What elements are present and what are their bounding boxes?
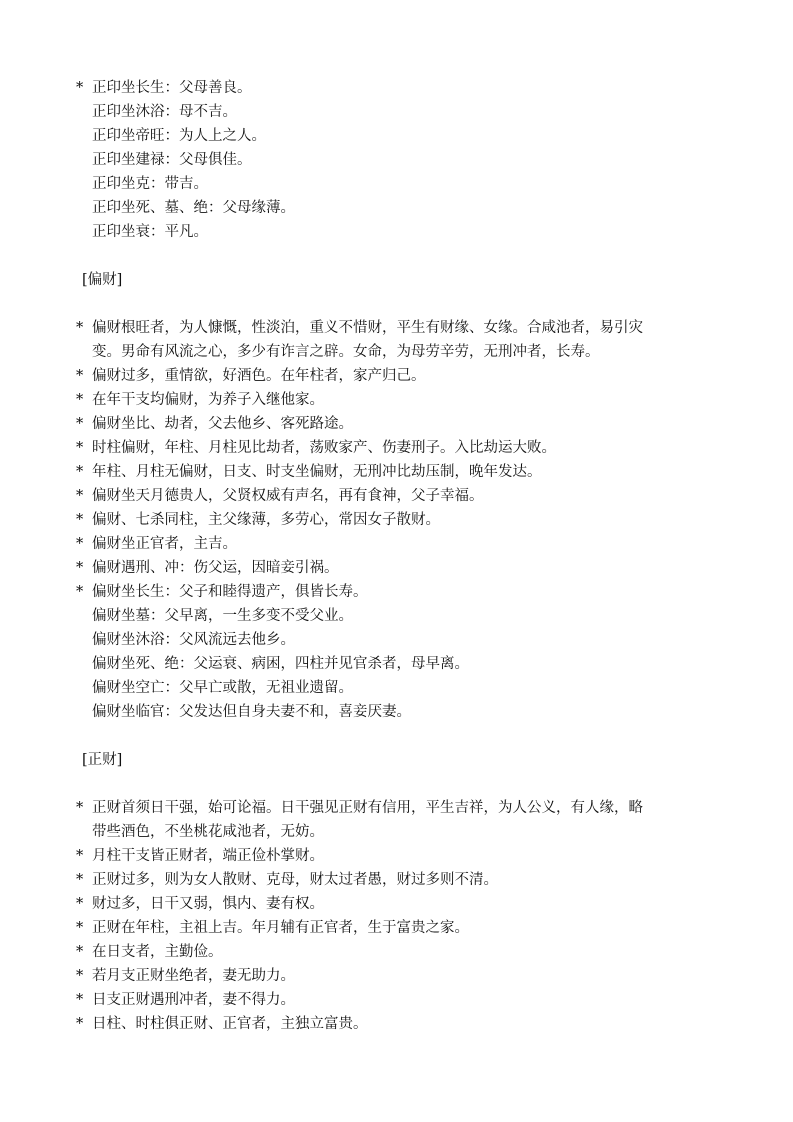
section-heading-piancai: [偏财]: [82, 272, 123, 288]
bullet-mark: *: [76, 416, 84, 432]
list-item: [0, 484, 793, 508]
bullet-mark: *: [76, 896, 84, 912]
item-text: 偏财坐正官者，主吉。: [92, 536, 237, 552]
item-text: 正印坐帝旺：为人上之人。: [92, 128, 266, 144]
piancai-section: [0, 316, 793, 724]
item-text: 月柱干支皆正财者，端正俭朴掌财。: [92, 848, 324, 864]
item-text: 偏财坐长生：父子和睦得遗产，俱皆长寿。: [92, 584, 368, 600]
list-item: [0, 940, 793, 964]
bullet-mark: *: [76, 920, 84, 936]
item-text: 在年干支均偏财，为养子入继他家。: [92, 392, 324, 408]
item-text: 偏财遇刑、冲：伤父运，因暗妾引祸。: [92, 560, 339, 576]
section-heading-zhengcai: [正财]: [82, 752, 123, 768]
list-item: [0, 916, 793, 940]
list-item: [0, 676, 793, 700]
list-item: [0, 436, 793, 460]
list-item: [0, 124, 793, 148]
list-item: [0, 628, 793, 652]
item-text: 正印坐沐浴：母不吉。: [92, 104, 237, 120]
item-text: 时柱偏财，年柱、月柱见比劫者，荡败家产、伤妻刑子。入比劫运大败。: [92, 440, 556, 456]
list-item: [0, 604, 793, 628]
item-text: 偏财过多，重情欲，好酒色。在年柱者，家产归己。: [92, 368, 426, 384]
item-text: 带些酒色，不坐桃花咸池者，无妨。: [92, 824, 324, 840]
list-item: [0, 76, 793, 100]
list-item: [0, 220, 793, 244]
item-text: 偏财坐比、劫者，父去他乡、客死路途。: [92, 416, 353, 432]
item-text: 日支正财遇刑冲者，妻不得力。: [92, 992, 295, 1008]
list-item-continuation: [0, 340, 793, 364]
item-text: 正财过多，则为女人散财、克母，财太过者愚，财过多则不清。: [92, 872, 498, 888]
bullet-mark: *: [76, 968, 84, 984]
bullet-mark: *: [76, 992, 84, 1008]
list-item: [0, 196, 793, 220]
bullet-mark: *: [76, 560, 84, 576]
item-text: 变。男命有风流之心，多少有诈言之辟。女命，为母劳辛劳，无刑冲者，长寿。: [92, 344, 600, 360]
bullet-mark: *: [76, 944, 84, 960]
list-item: [0, 460, 793, 484]
bullet-mark: *: [76, 800, 84, 816]
item-text: 偏财坐死、绝：父运衰、病困，四柱并见官杀者，母早离。: [92, 656, 469, 672]
list-item: [0, 796, 793, 820]
list-item: [0, 148, 793, 172]
bullet-mark: *: [76, 512, 84, 528]
list-item-continuation: [0, 820, 793, 844]
list-item: [0, 892, 793, 916]
list-item: [0, 100, 793, 124]
item-text: 若月支正财坐绝者，妻无助力。: [92, 968, 295, 984]
list-item: [0, 316, 793, 340]
list-item: [0, 532, 793, 556]
bullet-mark: *: [76, 392, 84, 408]
bullet-mark: *: [76, 464, 84, 480]
item-text: 正印坐死、墓、绝：父母缘薄。: [92, 200, 295, 216]
list-item: [0, 988, 793, 1012]
bullet-mark: *: [76, 584, 84, 600]
item-text: 正印坐建禄：父母俱佳。: [92, 152, 252, 168]
bullet-mark: *: [76, 848, 84, 864]
item-text: 在日支者，主勤俭。: [92, 944, 223, 960]
item-text: 偏财、七杀同柱，主父缘薄，多劳心，常因女子散财。: [92, 512, 440, 528]
list-item: [0, 508, 793, 532]
list-item: [0, 700, 793, 724]
item-text: 年柱、月柱无偏财，日支、时支坐偏财，无刑冲比劫压制，晚年发达。: [92, 464, 542, 480]
item-text: 正印坐长生：父母善良。: [92, 80, 252, 96]
item-text: 正财首须日干强，始可论福。日干强见正财有信用，平生吉祥，为人公义，有人缘，略: [92, 800, 643, 816]
list-item: [0, 1012, 793, 1036]
list-item: [0, 364, 793, 388]
bullet-mark: *: [76, 80, 84, 96]
bullet-mark: *: [76, 872, 84, 888]
item-text: 偏财根旺者，为人慷慨，性淡泊，重义不惜财，平生有财缘、女缘。合咸池者，易引灾: [92, 320, 643, 336]
list-item: [0, 844, 793, 868]
bullet-mark: *: [76, 488, 84, 504]
zhengcai-section: [0, 796, 793, 1036]
item-text: 正印坐克：带吉。: [92, 176, 208, 192]
item-text: 日柱、时柱俱正财、正官者，主独立富贵。: [92, 1016, 368, 1032]
list-item: [0, 388, 793, 412]
item-text: 偏财坐临官：父发达但自身夫妻不和，喜妾厌妻。: [92, 704, 411, 720]
bullet-mark: *: [76, 320, 84, 336]
item-text: 偏财坐墓：父早离，一生多变不受父业。: [92, 608, 353, 624]
list-item: [0, 580, 793, 604]
item-text: 偏财坐沐浴：父风流远去他乡。: [92, 632, 295, 648]
item-text: 财过多，日干又弱，惧内、妻有权。: [92, 896, 324, 912]
item-text: 偏财坐天月德贵人，父贤权威有声名，再有食神，父子幸福。: [92, 488, 484, 504]
list-item: [0, 868, 793, 892]
zhengyin-section: [0, 76, 793, 244]
bullet-mark: *: [76, 368, 84, 384]
item-text: 偏财坐空亡：父早亡或散，无祖业遗留。: [92, 680, 353, 696]
list-item: [0, 172, 793, 196]
list-item: [0, 412, 793, 436]
bullet-mark: *: [76, 536, 84, 552]
list-item: [0, 964, 793, 988]
bullet-mark: *: [76, 1016, 84, 1032]
list-item: [0, 652, 793, 676]
item-text: 正印坐衰：平凡。: [92, 224, 208, 240]
item-text: 正财在年柱，主祖上吉。年月辅有正官者，生于富贵之家。: [92, 920, 469, 936]
bullet-mark: *: [76, 440, 84, 456]
list-item: [0, 556, 793, 580]
